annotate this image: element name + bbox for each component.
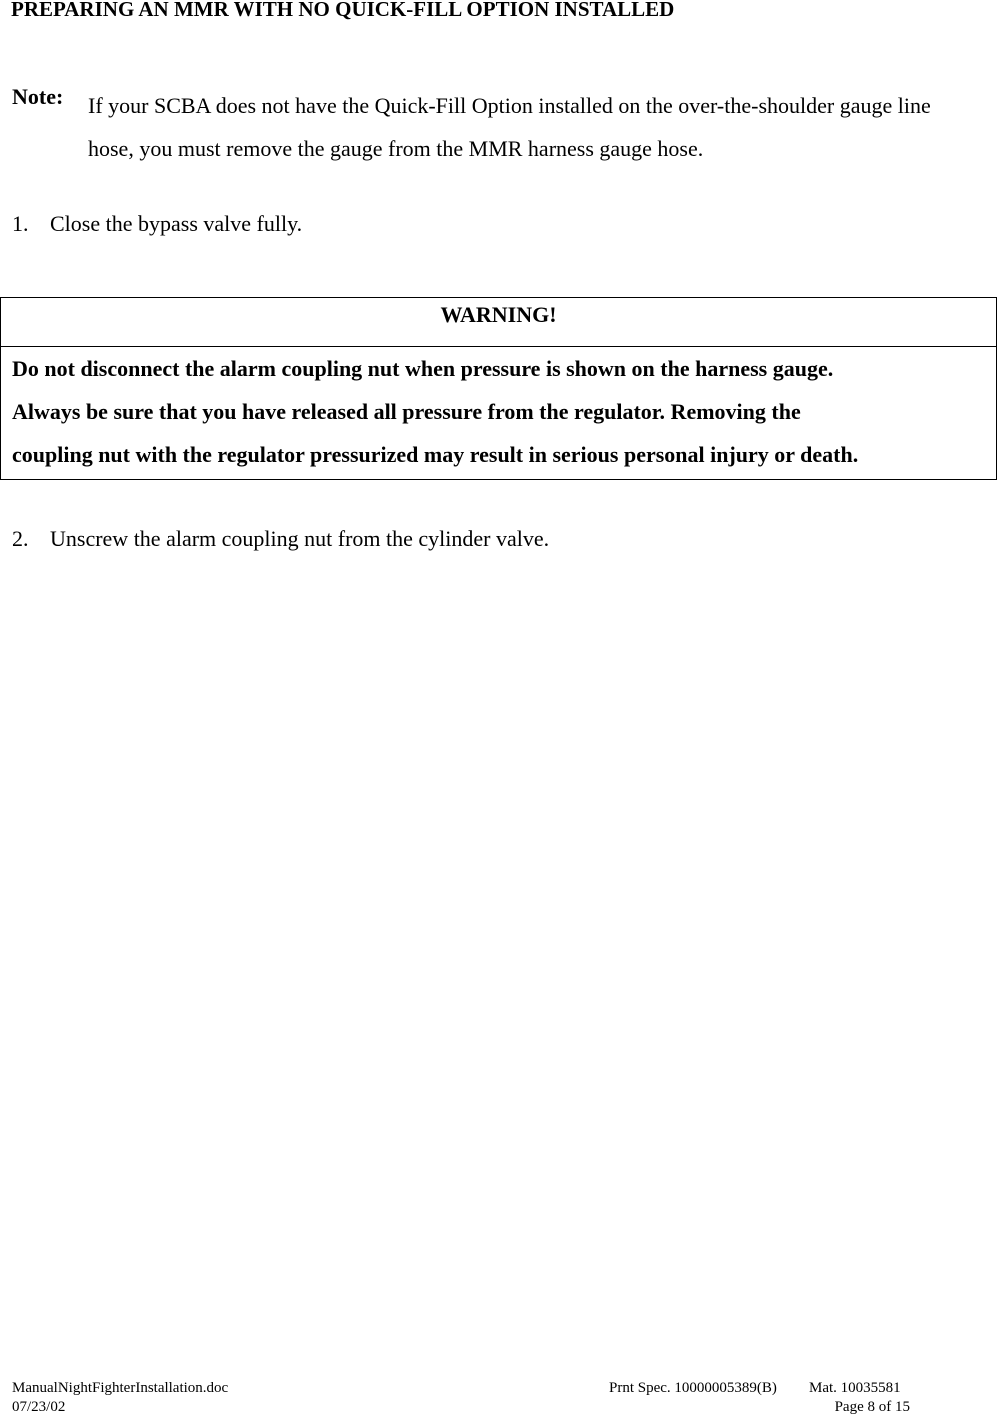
section-heading: PREPARING AN MMR WITH NO QUICK-FILL OPTION INSTALLED — [11, 0, 675, 21]
footer-date: 07/23/02 — [12, 1399, 66, 1415]
note-text: If your SCBA does not have the Quick-Fill Option installed on the over-the-shoulder gauge line hose, you must remove the gauge from the MMR harness gauge hose. — [88, 93, 931, 161]
footer-page-number: Page 8 of 15 — [834, 1399, 910, 1415]
warning-body — [12, 347, 992, 476]
warning-line: Always be sure that you have released all pressure from the regulator. Removing the — [12, 399, 801, 424]
warning-box — [0, 297, 997, 480]
warning-line: Do not disconnect the alarm coupling nut when pressure is shown on the harness gauge. — [12, 356, 834, 381]
note-label: Note: — [12, 84, 64, 109]
footer-filename: ManualNightFighterInstallation.doc — [12, 1380, 229, 1396]
step-2-number: 2. — [12, 526, 29, 551]
footer-material: Mat. 10035581 — [809, 1380, 901, 1396]
step-1-number: 1. — [12, 211, 29, 236]
warning-title: WARNING! — [1, 298, 996, 347]
footer-print-spec: Prnt Spec. 10000005389(B) — [609, 1380, 777, 1396]
step-2-text: Unscrew the alarm coupling nut from the cylinder valve. — [50, 526, 550, 551]
warning-line: coupling nut with the regulator pressurized may result in serious personal injury or death. — [12, 442, 859, 467]
step-1-text: Close the bypass valve fully. — [50, 211, 303, 236]
